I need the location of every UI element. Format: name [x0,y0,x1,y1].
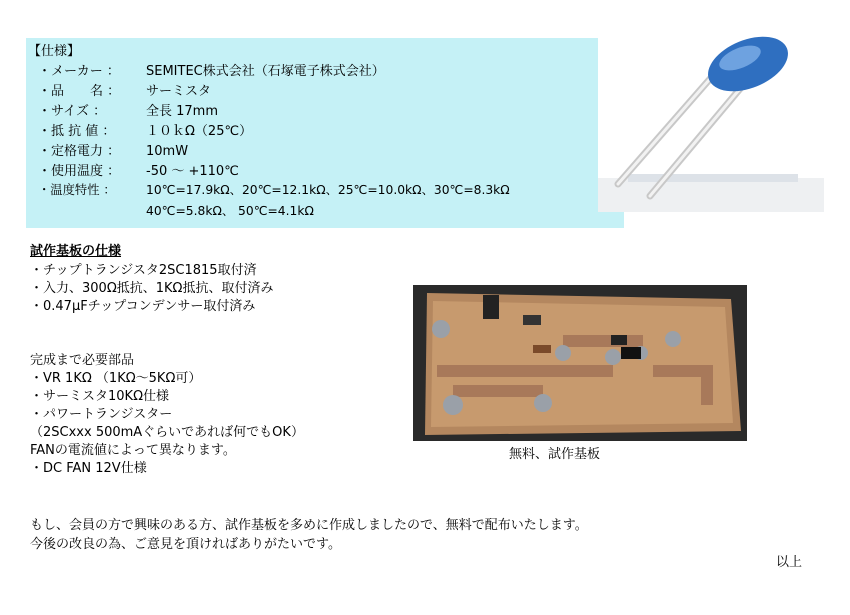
footer-line: 今後の改良の為、ご意見を頂ければありがたいです。 [30,537,341,552]
spec-value: 全長 17mm [146,104,219,119]
spec-label: ・サイズ ： [38,104,107,119]
spec-label: ・定格電力 ： [38,144,121,159]
footer-line: もし、会員の方で興味のある方、試作基板を多めに作成しましたので、無料で配布いたします。 [30,518,588,533]
spec-row-maker [38,60,385,79]
board-spec-line: ・0.47μFチップコンデンサー取付済み [30,299,256,314]
thermistor-photo [598,28,824,212]
parts-line: ・サーミスタ10KΩ仕様 [30,389,170,404]
prototype-board-photo [413,285,747,441]
spec-row-name [38,80,211,99]
spec-title: 【仕様】 [28,44,81,59]
parts-line: ・VR 1KΩ （1KΩ～5KΩ可） [30,371,202,386]
spec-row-characteristics [38,180,510,198]
spec-row-size [38,100,218,119]
spec-label: ・抵 抗 値 ： [38,124,116,139]
spec-value: 10℃=17.9kΩ、20℃=12.1kΩ、25℃=10.0kΩ、30℃=8.3kΩ [146,183,510,197]
spec-value: -50 ～ +110℃ [146,164,239,179]
spec-row-resistance [38,120,252,139]
spec-row-temp [38,160,239,179]
end-mark: 以上 [776,555,803,570]
spec-label: ・品 名 ： [38,84,121,99]
parts-line: ・パワートランジスター [30,407,173,422]
parts-line: FANの電流値によって異なります。 [30,443,236,458]
parts-title: 完成まで必要部品 [30,353,135,368]
spec-value: SEMITEC株式会社（石塚電子株式会社） [146,64,385,79]
parts-line: （2SCxxx 500mAぐらいであれば何でもOK） [30,425,304,440]
spec-value: １０ｋΩ（25℃） [146,124,253,139]
board-photo-caption: 無料、試作基板 [509,447,601,462]
spec-label: ・使用温度 ： [38,164,121,179]
board-spec-line: ・入力、300Ω抵抗、1KΩ抵抗、取付済み [30,281,274,296]
spec-value: 10mW [146,144,189,159]
spec-value: サーミスタ [146,84,212,99]
spec-label: ・温度特性 ： [38,183,116,197]
board-spec-title: 試作基板の仕様 [30,244,122,259]
spec-row-power [38,140,188,159]
spec-continuation: 40℃=5.8kΩ、 50℃=4.1kΩ [146,204,314,218]
spec-label: ・メーカー ： [38,64,120,79]
parts-line: ・DC FAN 12V仕様 [30,461,147,476]
board-spec-line: ・チップトランジスタ2SC1815取付済 [30,263,257,278]
